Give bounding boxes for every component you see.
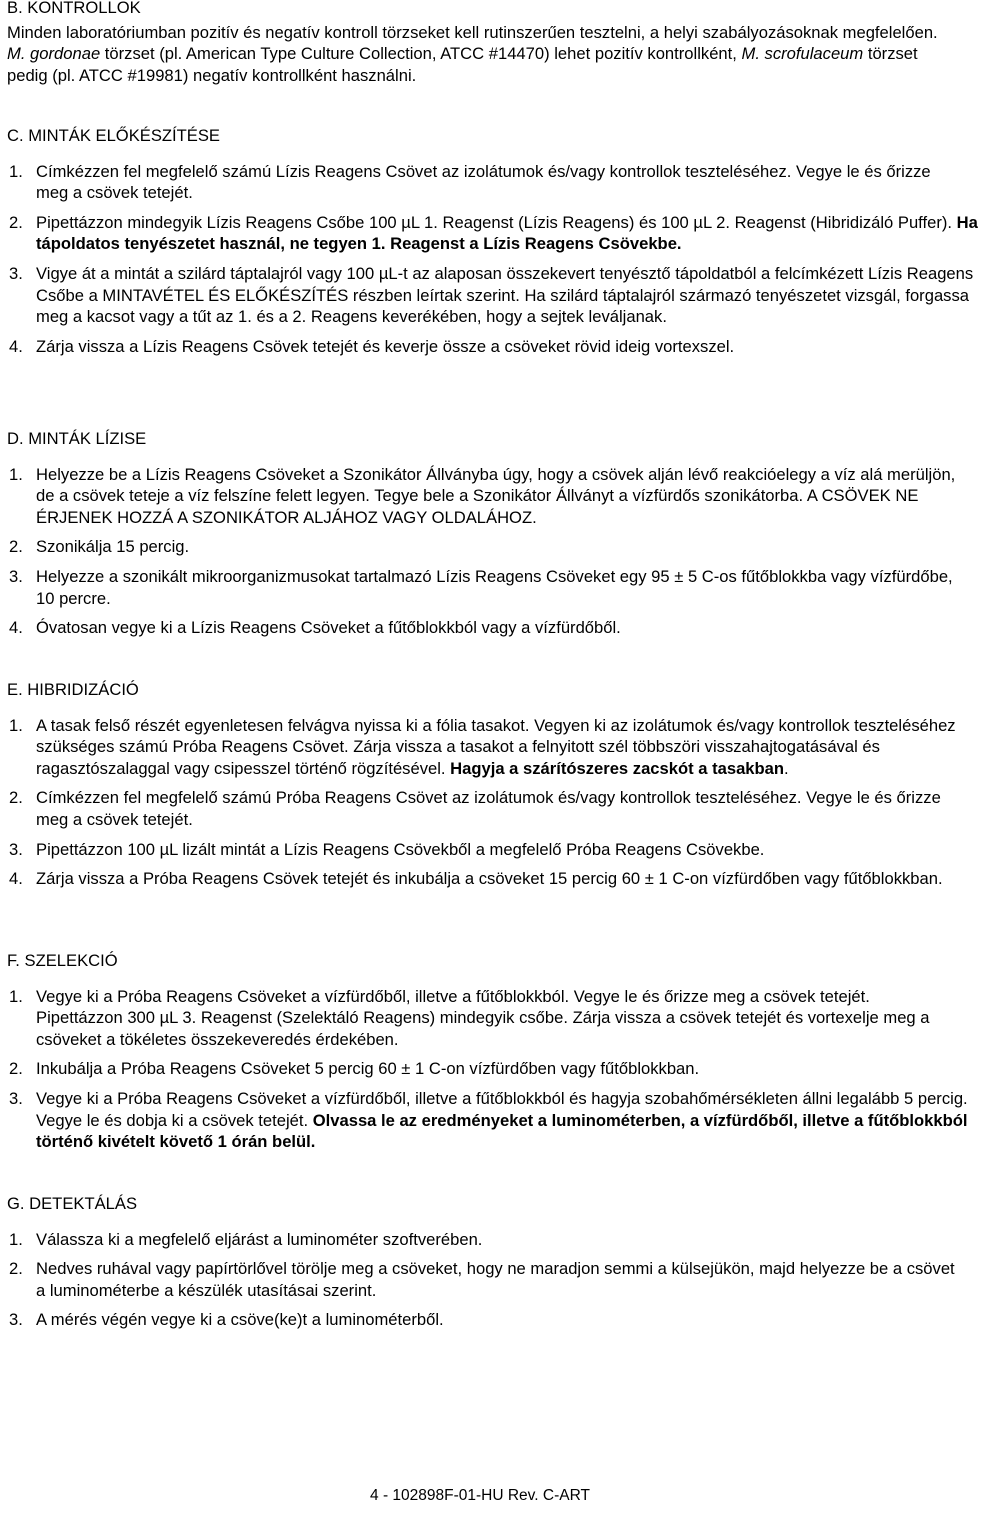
controls-text-3: törzset pedig (pl. ATCC #19981) negatív kontrollként használni.: [7, 44, 918, 85]
step-text: Vigye át a mintát a szilárd táptalajról vagy 100 µL-t az alaposan összekevert tenyésztő tápoldatból a felcímkézett Lízis Reagens Csőbe a MINTAVÉTEL ÉS ELŐKÉSZÍTÉS részben leírtak szerint. Ha szilárd táptalajról származó tenyészetet vizsgál, forgassa meg a kacsot vagy a tűt az 1. és a 2. Reagens keverékében, hogy a sejtek leváljanak.: [36, 263, 974, 327]
step-text: A tasak felső részét egyenletesen felvágva nyissa ki a fólia tasakot. Vegyen ki az izolátumok és/vagy kontrollok teszteléséhez szükséges számú Próba Reagens Csövet. Zárja vissza a tasakot a felnyitott szél többszöri visszahajtogatásával és ragasztószalaggal vagy csipesszel történő rögzítésével.: [36, 715, 956, 778]
list-item: [0, 1309, 961, 1331]
step-warning: Ha tápoldatos tenyészetet használ, ne tegyen 1. Reagenst a Lízis Reagens Csövekbe.: [36, 212, 978, 254]
list-item: [0, 566, 961, 609]
section-controls: [7, 0, 959, 86]
list-item: [0, 1258, 961, 1301]
step-text: Nedves ruhával vagy papírtörlővel törölje meg a csöveket, hogy ne maradjon semmi a külsejükön, majd helyezze be a csövet a luminométerbe a készülék utasításai szerint.: [36, 1259, 955, 1300]
step-text: Pipettázzon 100 µL lizált mintát a Lízis Reagens Csövekből a megfelelő Próba Reagens Csövekbe.: [36, 839, 765, 859]
step-warning: Hagyja a szárítószeres zacskót a tasakban: [450, 758, 785, 778]
selection-steps: [7, 986, 968, 1153]
step-number: 3.: [9, 1088, 23, 1108]
section-title-selection: F. SZELEKCIÓ: [7, 951, 118, 970]
sample-lysis-steps: [7, 464, 959, 639]
detection-steps: [7, 1229, 959, 1331]
step-number: 1.: [9, 715, 23, 735]
step-number: 1.: [9, 464, 23, 484]
list-item: [0, 1229, 961, 1251]
organism-positive: M. gordonae: [7, 44, 101, 64]
step-number: 2.: [9, 1059, 23, 1079]
list-item: [0, 787, 961, 830]
list-item: [0, 1058, 961, 1080]
organism-negative: M. scrofulaceum: [741, 44, 864, 64]
step-number: 4.: [9, 618, 23, 638]
list-item: [0, 839, 961, 861]
step-text: Válassza ki a megfelelő eljárást a luminométer szoftverében.: [36, 1229, 483, 1249]
step-number: 4.: [9, 869, 23, 889]
step-number: 1.: [9, 161, 23, 181]
list-item: [0, 868, 961, 890]
step-text: Vegye ki a Próba Reagens Csöveket a vízfürdőből, illetve a fűtőblokkból. Vegye le és őrizze meg a csövek tetejét. Pipettázzon 300 µL 3. Reagenst (Szelektáló Reagens) mindegyik csőbe. Zárja vissza a csövek tetejét és vortexelje meg a csöveket a tökéletes összekeveredés érdekében.: [36, 986, 930, 1049]
list-item: [0, 1088, 976, 1153]
list-item: [0, 536, 961, 558]
list-item: [0, 464, 961, 529]
list-item: [0, 715, 961, 780]
controls-paragraph: [7, 22, 959, 87]
step-number: 2.: [9, 537, 23, 557]
step-text: Zárja vissza a Próba Reagens Csövek tetejét és inkubálja a csöveket 15 percig 60 ± 1 C-on vízfürdőben vagy fűtőblokkban.: [36, 869, 943, 889]
list-item: [0, 263, 996, 328]
step-number: 2.: [9, 1259, 23, 1279]
step-number: 4.: [9, 336, 23, 356]
step-warning: Olvassa le az eredményeket a luminométerben, a vízfürdőből, illetve a fűtőblokkból történő kivételt követő 1 órán belül.: [36, 1110, 968, 1152]
step-text: Vegye ki a Próba Reagens Csöveket a vízfürdőből, illetve a fűtőblokkból és hagyja szobahőmérsékleten állni legalább 5 percig. Vegye le és dobja ki a csövek tetejét.: [36, 1088, 968, 1130]
list-item: [0, 336, 996, 358]
step-number: 3.: [9, 1310, 23, 1330]
step-number: 3.: [9, 566, 23, 586]
step-text: Szonikálja 15 percig.: [36, 537, 190, 557]
step-text-end: .: [784, 758, 789, 778]
section-title-hybridization: E. HIBRIDIZÁCIÓ: [7, 680, 139, 699]
section-selection: [7, 950, 968, 1153]
list-item: [0, 161, 961, 204]
section-detection: [7, 1193, 959, 1331]
section-sample-preparation: [7, 125, 978, 357]
section-hybridization: [7, 679, 959, 890]
step-text: Helyezze a szonikált mikroorganizmusokat tartalmazó Lízis Reagens Csöveket egy 95 ± 5 C-os fűtőblokkba vagy vízfürdőbe, 10 percre.: [36, 566, 953, 608]
controls-text-1: Minden laboratóriumban pozitív és negatív kontroll törzseket kell rutinszerűen tesztelni, a helyi szabályozásoknak megfelelően.: [7, 22, 938, 42]
list-item: [0, 617, 961, 639]
step-text: A mérés végén vegye ki a csöve(ke)t a luminométerből.: [36, 1310, 444, 1330]
step-number: 2.: [9, 788, 23, 808]
list-item: [0, 212, 996, 255]
section-title-sample-preparation: C. MINTÁK ELŐKÉSZÍTÉSE: [7, 126, 220, 145]
step-text: Inkubálja a Próba Reagens Csöveket 5 percig 60 ± 1 C-on vízfürdőben vagy fűtőblokkban.: [36, 1059, 700, 1079]
step-text: Helyezze be a Lízis Reagens Csöveket a Szonikátor Állványba úgy, hogy a csövek alján lévő reakcióelegy a víz alá merüljön, de a csövek teteje a víz felszíne felett legyen. Tegye bele a Szonikátor Állványt a vízfürdős szonikátorba. A CSÖVEK NE ÉRJENEK HOZZÁ A SZONIKÁTOR ALJÁHOZ VAGY OLDALÁHOZ.: [36, 464, 956, 527]
step-number: 1.: [9, 1229, 23, 1249]
section-title-sample-lysis: D. MINTÁK LÍZISE: [7, 429, 147, 448]
section-title-controls: B. KONTROLLOK: [7, 0, 141, 17]
list-item: [0, 986, 961, 1051]
section-sample-lysis: [7, 428, 959, 639]
step-text: Címkézzen fel megfelelő számú Próba Reagens Csövet az izolátumok és/vagy kontrollok teszteléséhez. Vegye le és őrizze meg a csövek tetejét.: [36, 788, 941, 829]
step-text: Zárja vissza a Lízis Reagens Csövek tetejét és keverje össze a csöveket rövid ideig vortexszel.: [36, 336, 735, 356]
sample-preparation-steps: [7, 161, 978, 358]
step-number: 1.: [9, 986, 23, 1006]
controls-text-2: törzset (pl. American Type Culture Collection, ATCC #14470) lehet pozitív kontrollként,: [100, 44, 742, 64]
step-text: Pipettázzon mindegyik Lízis Reagens Csőbe 100 µL 1. Reagenst (Lízis Reagens) és 100 µL 2. Reagenst (Hibridizáló Puffer).: [36, 212, 957, 232]
step-number: 3.: [9, 263, 23, 283]
step-text: Óvatosan vegye ki a Lízis Reagens Csöveket a fűtőblokkból vagy a vízfürdőből.: [36, 618, 621, 638]
step-number: 3.: [9, 839, 23, 859]
step-text: Címkézzen fel megfelelő számú Lízis Reagens Csövet az izolátumok és/vagy kontrollok teszteléséhez. Vegye le és őrizze meg a csövek tetejét.: [36, 161, 931, 203]
hybridization-steps: [7, 715, 959, 890]
page-footer: 4 - 102898F-01-HU Rev. C-ART: [370, 1487, 590, 1504]
step-number: 2.: [9, 212, 23, 232]
section-title-detection: G. DETEKTÁLÁS: [7, 1194, 138, 1213]
